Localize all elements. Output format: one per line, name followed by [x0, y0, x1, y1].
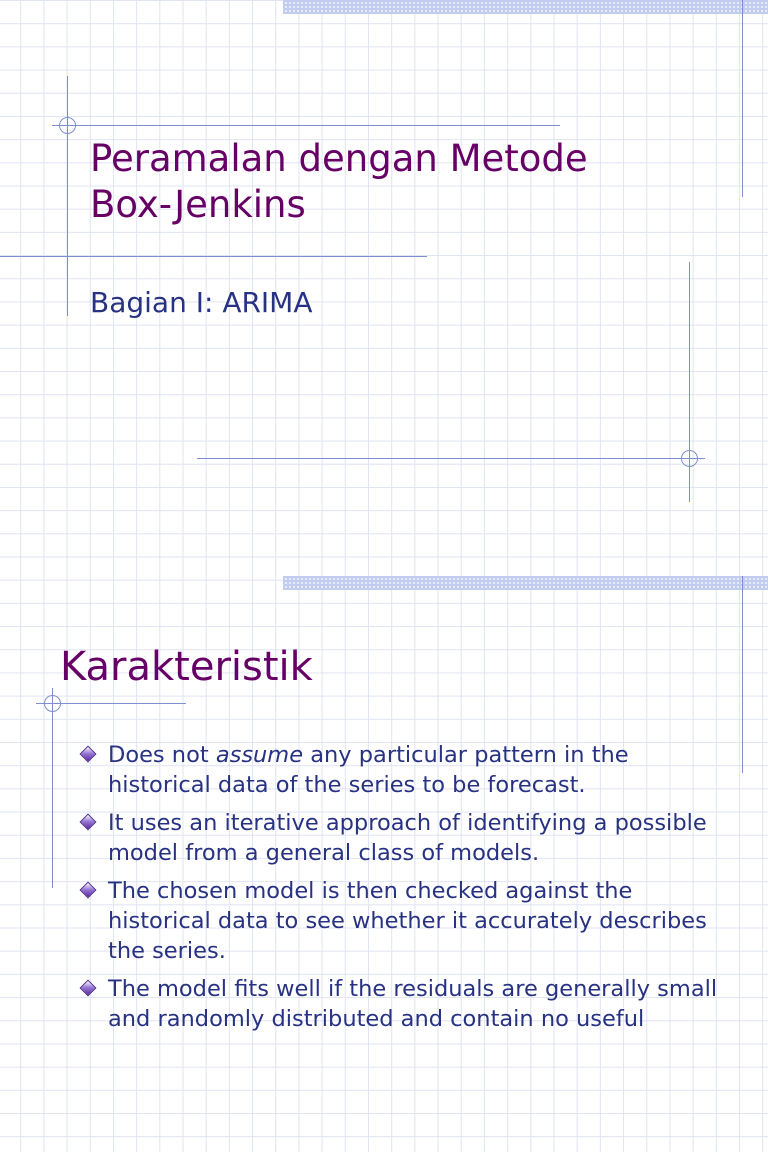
- bullet-list: [80, 740, 730, 1042]
- decorative-horizontal-line: [0, 256, 427, 257]
- bullet-text-pre: Does not: [108, 742, 216, 768]
- slide-subtitle: Bagian I: ARIMA: [90, 286, 313, 319]
- decorative-vertical-line: [67, 76, 68, 316]
- decorative-vertical-line: [742, 576, 743, 773]
- crosshair-circle-icon: [59, 117, 76, 134]
- slide-title-line-2: Box-Jenkins: [90, 183, 306, 226]
- slide-title-line-1: Peramalan dengan Metode: [90, 137, 588, 180]
- decorative-band: [283, 0, 768, 14]
- diamond-bullet-icon: [80, 882, 97, 899]
- bullet-text: The model fits well if the residuals are generally small and randomly distributed and contain no useful: [108, 976, 718, 1032]
- slide-title: [90, 136, 588, 228]
- bullet-text-post: any particular pattern in the historical data of the series to be forecast.: [108, 742, 629, 798]
- diamond-bullet-icon: [80, 814, 97, 831]
- decorative-horizontal-line: [197, 458, 705, 459]
- crosshair-circle-icon: [44, 695, 61, 712]
- list-item: [80, 740, 730, 800]
- decorative-horizontal-line: [52, 125, 560, 126]
- decorative-vertical-line: [52, 688, 53, 888]
- decorative-band: [283, 576, 768, 590]
- content-slide: [0, 576, 768, 1152]
- list-item: [80, 808, 730, 868]
- slide-title: Karakteristik: [60, 644, 313, 690]
- list-item: [80, 974, 730, 1034]
- diamond-bullet-icon: [80, 746, 97, 763]
- decorative-vertical-line: [742, 0, 743, 197]
- bullet-text: It uses an iterative approach of identifying a possible model from a general class of models.: [108, 810, 707, 866]
- list-item: [80, 876, 730, 966]
- crosshair-circle-icon: [681, 450, 698, 467]
- diamond-bullet-icon: [80, 980, 97, 997]
- bullet-text: The chosen model is then checked against the historical data to see whether it accurately describes the series.: [108, 878, 707, 964]
- bullet-text-emphasis: assume: [215, 742, 304, 768]
